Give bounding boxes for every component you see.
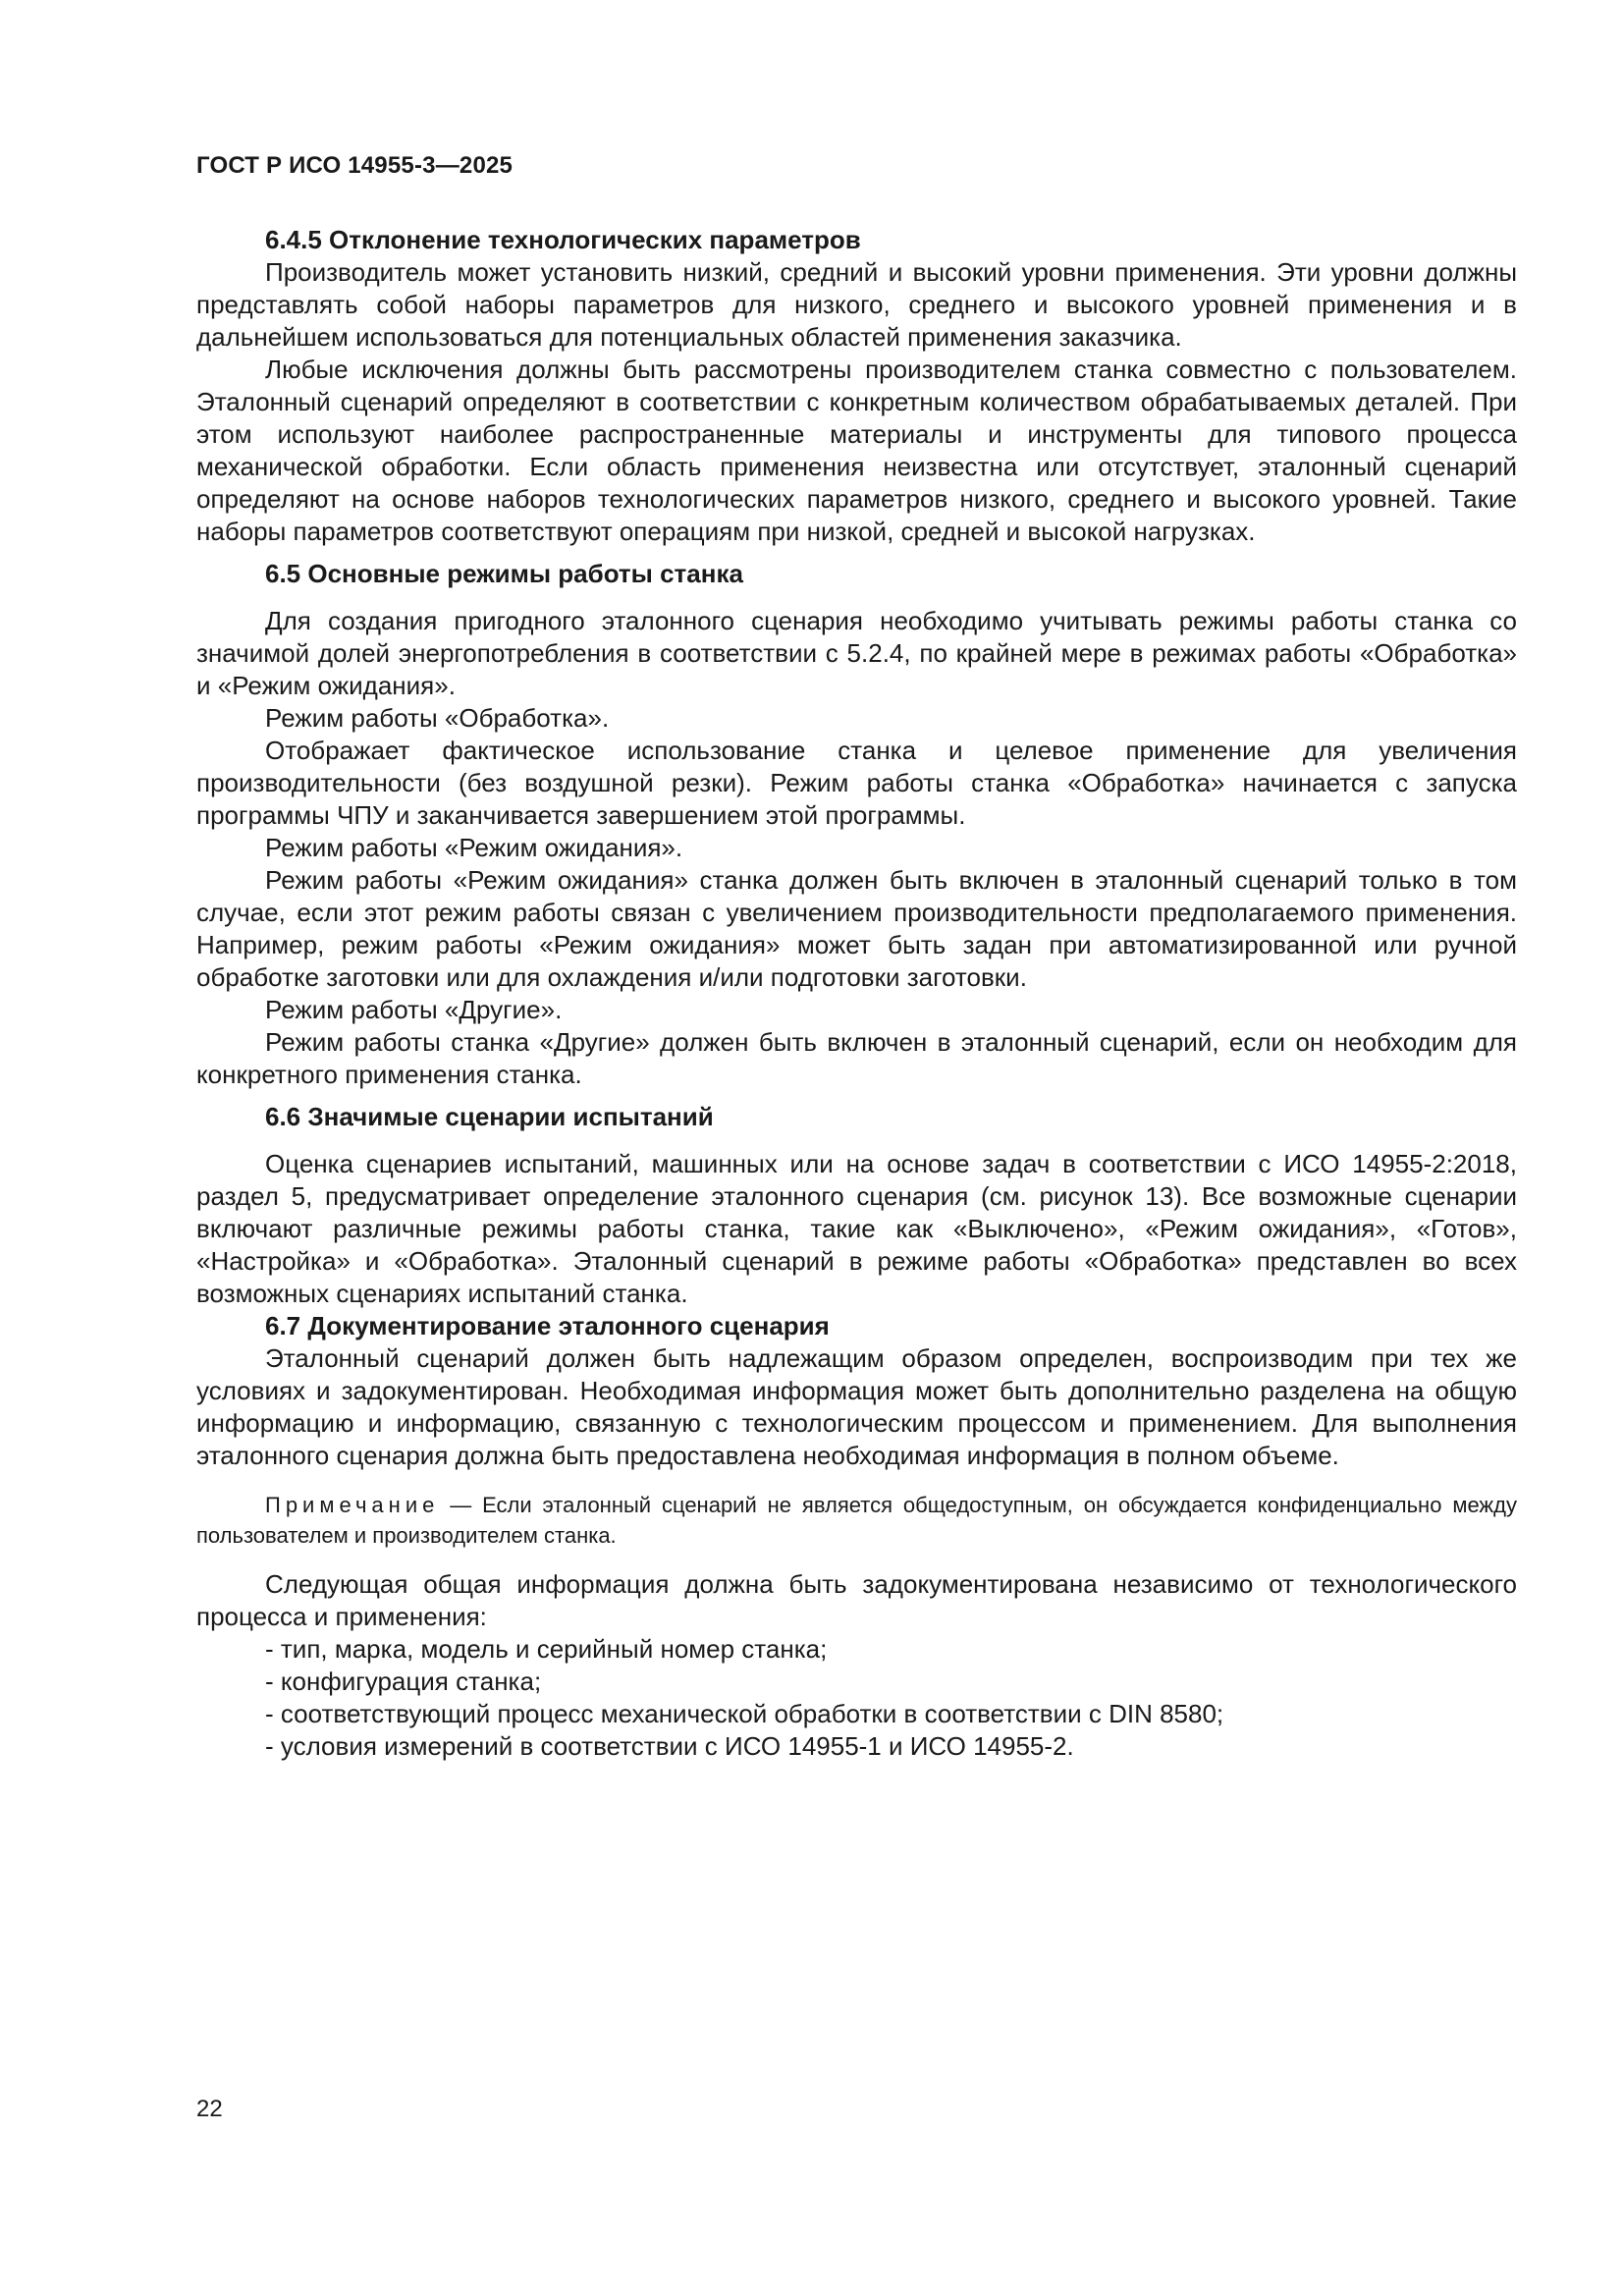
section-heading-6-6: 6.6 Значимые сценарии испытаний <box>265 1102 714 1131</box>
paragraph: Производитель может установить низкий, средний и высокий уровни применения. Эти уровни должны представлять собой наборы параметров для низкого, среднего и высокого уровней применения и в дальнейшем использоваться для потенциальных областей применения заказчика. <box>196 257 1517 352</box>
paragraph: Эталонный сценарий должен быть надлежащим образом определен, воспроизводим при тех же условиях и задокументирован. Необходимая информация может быть дополнительно разделена на общую информацию и информацию, связанную с технологическим процессом и применением. Для выполнения эталонного сценария должна быть предоставлена необходимая информация в полном объеме. <box>196 1343 1517 1470</box>
requirements-list <box>196 1633 1517 1763</box>
paragraph: Режим работы «Обработка». <box>265 703 610 733</box>
section-heading-6-4-5: 6.4.5 Отклонение технологических параметров <box>265 225 861 254</box>
paragraph: Для создания пригодного эталонного сценария необходимо учитывать режимы работы станка со значимой долей энергопотребления в соответствии с 5.2.4, по крайней мере в режимах работы «Обработка» и «Режим ожидания». <box>196 606 1517 700</box>
paragraph: Любые исключения должны быть рассмотрены производителем станка совместно с пользователем. Эталонный сценарий определяют в соответствии с конкретным количеством обрабатываемых деталей. При этом используют наиболее распространенные материалы и инструменты для типового процесса механической обработки. Если область применения неизвестна или отсутствует, эталонный сценарий определяют на основе наборов технологических параметров низкого, среднего и высокого уровней. Такие наборы параметров соответствуют операциям при низкой, средней и высокой нагрузках. <box>196 355 1517 546</box>
paragraph: Режим работы станка «Другие» должен быть включен в эталонный сценарий, если он необходим для конкретного применения станка. <box>196 1027 1517 1089</box>
document-header: ГОСТ Р ИСО 14955-3—2025 <box>196 152 514 179</box>
paragraph: Режим работы «Режим ожидания». <box>265 833 683 862</box>
paragraph: Режим работы «Режим ожидания» станка должен быть включен в эталонный сценарий только в том случае, если этот режим работы связан с увеличением производительности предполагаемого применения. Например, режим работы «Режим ожидания» может быть задан при автоматизированной или ручной обработке заготовки или для охлаждения и/или подготовки заготовки. <box>196 865 1517 992</box>
document-body <box>196 224 1517 1763</box>
list-item: - условия измерений в соответствии с ИСО 14955-1 и ИСО 14955-2. <box>265 1731 1074 1761</box>
list-item: - соответствующий процесс механической обработки в соответствии с DIN 8580; <box>265 1699 1224 1728</box>
list-item: - тип, марка, модель и серийный номер станка; <box>265 1634 828 1664</box>
paragraph: Следующая общая информация должна быть задокументирована независимо от технологического процесса и применения: <box>196 1569 1517 1631</box>
section-heading-6-7: 6.7 Документирование эталонного сценария <box>265 1311 830 1340</box>
page-number: 22 <box>196 2096 223 2122</box>
paragraph: Оценка сценариев испытаний, машинных или на основе задач в соответствии с ИСО 14955-2:2018, раздел 5, предусматривает определение эталонного сценария (см. рисунок 13). Все возможные сценарии включают различные режимы работы станка, такие как «Выключено», «Режим ожидания», «Готов», «Настройка» и «Обработка». Эталонный сценарий в режиме работы «Обработка» представлен во всех возможных сценариях испытаний станка. <box>196 1149 1517 1308</box>
section-heading-6-5: 6.5 Основные режимы работы станка <box>265 559 743 588</box>
paragraph: Режим работы «Другие». <box>265 995 563 1024</box>
paragraph: Отображает фактическое использование станка и целевое применение для увеличения производительности (без воздушной резки). Режим работы станка «Обработка» начинается с запуска программы ЧПУ и заканчивается завершением этой программы. <box>196 736 1517 830</box>
list-item: - конфигурация станка; <box>265 1667 542 1696</box>
note-text: — Если эталонный сценарий не является общедоступным, он обсуждается конфиденциально между пользователем и производителем станка. <box>196 1493 1517 1548</box>
note <box>196 1490 1517 1551</box>
note-label: Примечание <box>265 1493 440 1517</box>
